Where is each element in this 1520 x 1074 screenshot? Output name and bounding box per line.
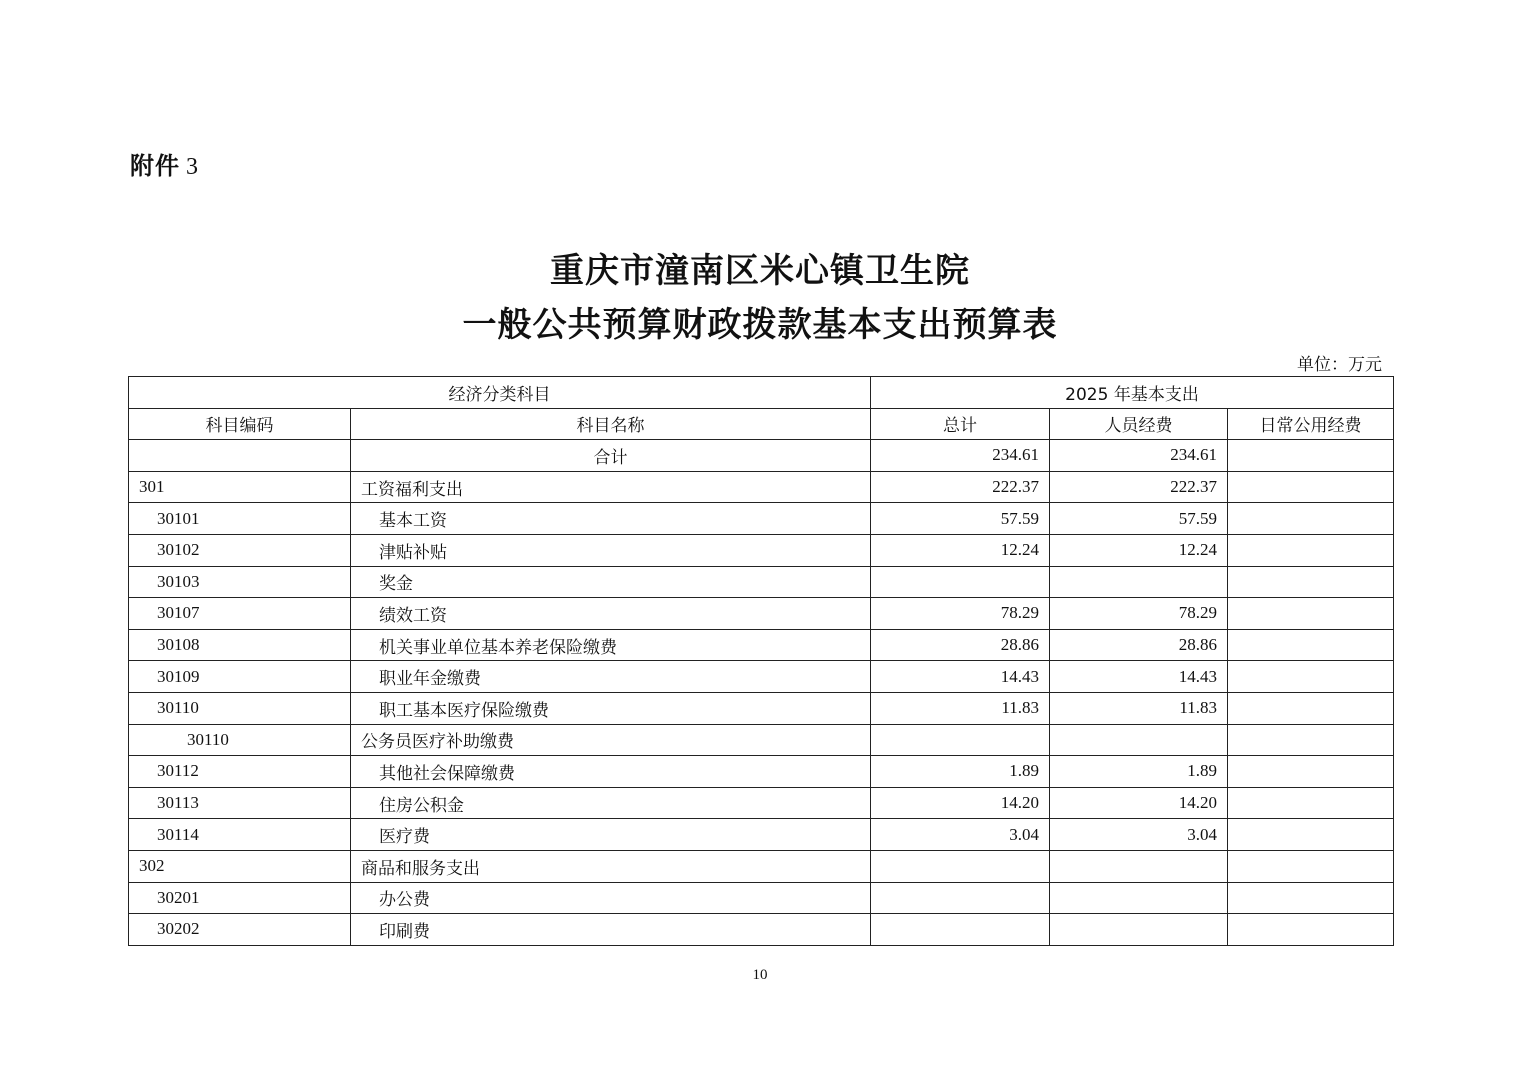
row-public: [1228, 598, 1394, 630]
row-code: 30107: [129, 598, 351, 630]
row-name: 职工基本医疗保险缴费: [351, 692, 871, 724]
table-body: [129, 440, 1394, 946]
row-personnel: [1050, 850, 1228, 882]
total-row-personnel: 234.61: [1050, 440, 1228, 472]
row-name: 印刷费: [351, 914, 871, 946]
row-public: [1228, 914, 1394, 946]
row-personnel: 11.83: [1050, 692, 1228, 724]
row-name: 商品和服务支出: [351, 850, 871, 882]
total-row-total: 234.61: [871, 440, 1050, 472]
total-row-label: 合计: [351, 440, 871, 472]
total-row-public: [1228, 440, 1394, 472]
group-header-row: [129, 377, 1394, 409]
total-row-code: [129, 440, 351, 472]
budget-table: [128, 376, 1394, 946]
row-public: [1228, 566, 1394, 598]
row-total: [871, 850, 1050, 882]
header-classification: 经济分类科目: [129, 377, 871, 409]
row-code: 302: [129, 850, 351, 882]
header-total: 总计: [871, 408, 1050, 440]
row-public: [1228, 756, 1394, 788]
row-public: [1228, 724, 1394, 756]
row-total: 12.24: [871, 534, 1050, 566]
header-name: 科目名称: [351, 408, 871, 440]
row-total: 28.86: [871, 629, 1050, 661]
row-public: [1228, 629, 1394, 661]
table-row: [129, 787, 1394, 819]
row-code: 30201: [129, 882, 351, 914]
row-personnel: 12.24: [1050, 534, 1228, 566]
row-public: [1228, 787, 1394, 819]
table-row: [129, 598, 1394, 630]
row-code: 30109: [129, 661, 351, 693]
row-personnel: 57.59: [1050, 503, 1228, 535]
attachment-number: 3: [186, 154, 199, 180]
row-code: 30103: [129, 566, 351, 598]
page-number: 10: [752, 967, 768, 983]
row-name: 基本工资: [351, 503, 871, 535]
row-name: 机关事业单位基本养老保险缴费: [351, 629, 871, 661]
row-total: 57.59: [871, 503, 1050, 535]
row-total: 14.43: [871, 661, 1050, 693]
row-code: 30114: [129, 819, 351, 851]
row-public: [1228, 471, 1394, 503]
row-public: [1228, 534, 1394, 566]
row-name: 公务员医疗补助缴费: [351, 724, 871, 756]
row-total: 1.89: [871, 756, 1050, 788]
row-code: 30202: [129, 914, 351, 946]
row-personnel: [1050, 882, 1228, 914]
row-personnel: 28.86: [1050, 629, 1228, 661]
row-total: 11.83: [871, 692, 1050, 724]
header-personnel: 人员经费: [1050, 408, 1228, 440]
row-name: 其他社会保障缴费: [351, 756, 871, 788]
row-name: 办公费: [351, 882, 871, 914]
row-public: [1228, 882, 1394, 914]
document-title-line2: 一般公共预算财政拨款基本支出预算表: [462, 305, 1058, 345]
row-public: [1228, 503, 1394, 535]
table-row: [129, 882, 1394, 914]
row-public: [1228, 692, 1394, 724]
row-public: [1228, 819, 1394, 851]
table-row: [129, 534, 1394, 566]
row-total: 3.04: [871, 819, 1050, 851]
row-total: 14.20: [871, 787, 1050, 819]
attachment-text: 附件: [130, 152, 180, 180]
row-personnel: 3.04: [1050, 819, 1228, 851]
row-personnel: 222.37: [1050, 471, 1228, 503]
row-name: 职业年金缴费: [351, 661, 871, 693]
attachment-label: [130, 146, 199, 181]
row-public: [1228, 661, 1394, 693]
header-expenditure: 2025 年基本支出: [871, 377, 1394, 409]
document-title-line1: 重庆市潼南区米心镇卫生院: [550, 251, 970, 291]
row-personnel: 14.43: [1050, 661, 1228, 693]
column-header-row: [129, 408, 1394, 440]
row-name: 住房公积金: [351, 787, 871, 819]
total-row: [129, 440, 1394, 472]
row-personnel: 14.20: [1050, 787, 1228, 819]
row-name: 津贴补贴: [351, 534, 871, 566]
row-total: 78.29: [871, 598, 1050, 630]
row-name: 绩效工资: [351, 598, 871, 630]
row-code: 30110: [129, 692, 351, 724]
row-total: [871, 882, 1050, 914]
table-row: [129, 503, 1394, 535]
row-code: 30108: [129, 629, 351, 661]
table-row: [129, 819, 1394, 851]
row-personnel: [1050, 724, 1228, 756]
table-row: [129, 850, 1394, 882]
table-row: [129, 661, 1394, 693]
row-total: [871, 914, 1050, 946]
row-personnel: [1050, 566, 1228, 598]
row-name: 工资福利支出: [351, 471, 871, 503]
row-personnel: [1050, 914, 1228, 946]
row-total: 222.37: [871, 471, 1050, 503]
row-code: 301: [129, 471, 351, 503]
table-row: [129, 914, 1394, 946]
table-row: [129, 566, 1394, 598]
table-row: [129, 756, 1394, 788]
header-public: 日常公用经费: [1228, 408, 1394, 440]
header-code: 科目编码: [129, 408, 351, 440]
table-row: [129, 692, 1394, 724]
table-row: [129, 471, 1394, 503]
row-code: 30113: [129, 787, 351, 819]
row-personnel: 78.29: [1050, 598, 1228, 630]
row-personnel: 1.89: [1050, 756, 1228, 788]
unit-label: 单位：万元: [1297, 355, 1382, 375]
row-public: [1228, 850, 1394, 882]
row-name: 奖金: [351, 566, 871, 598]
row-total: [871, 566, 1050, 598]
row-code: 30101: [129, 503, 351, 535]
row-code: 30110: [129, 724, 351, 756]
row-name: 医疗费: [351, 819, 871, 851]
row-code: 30112: [129, 756, 351, 788]
table-row: [129, 629, 1394, 661]
row-code: 30102: [129, 534, 351, 566]
row-total: [871, 724, 1050, 756]
table-row: [129, 724, 1394, 756]
